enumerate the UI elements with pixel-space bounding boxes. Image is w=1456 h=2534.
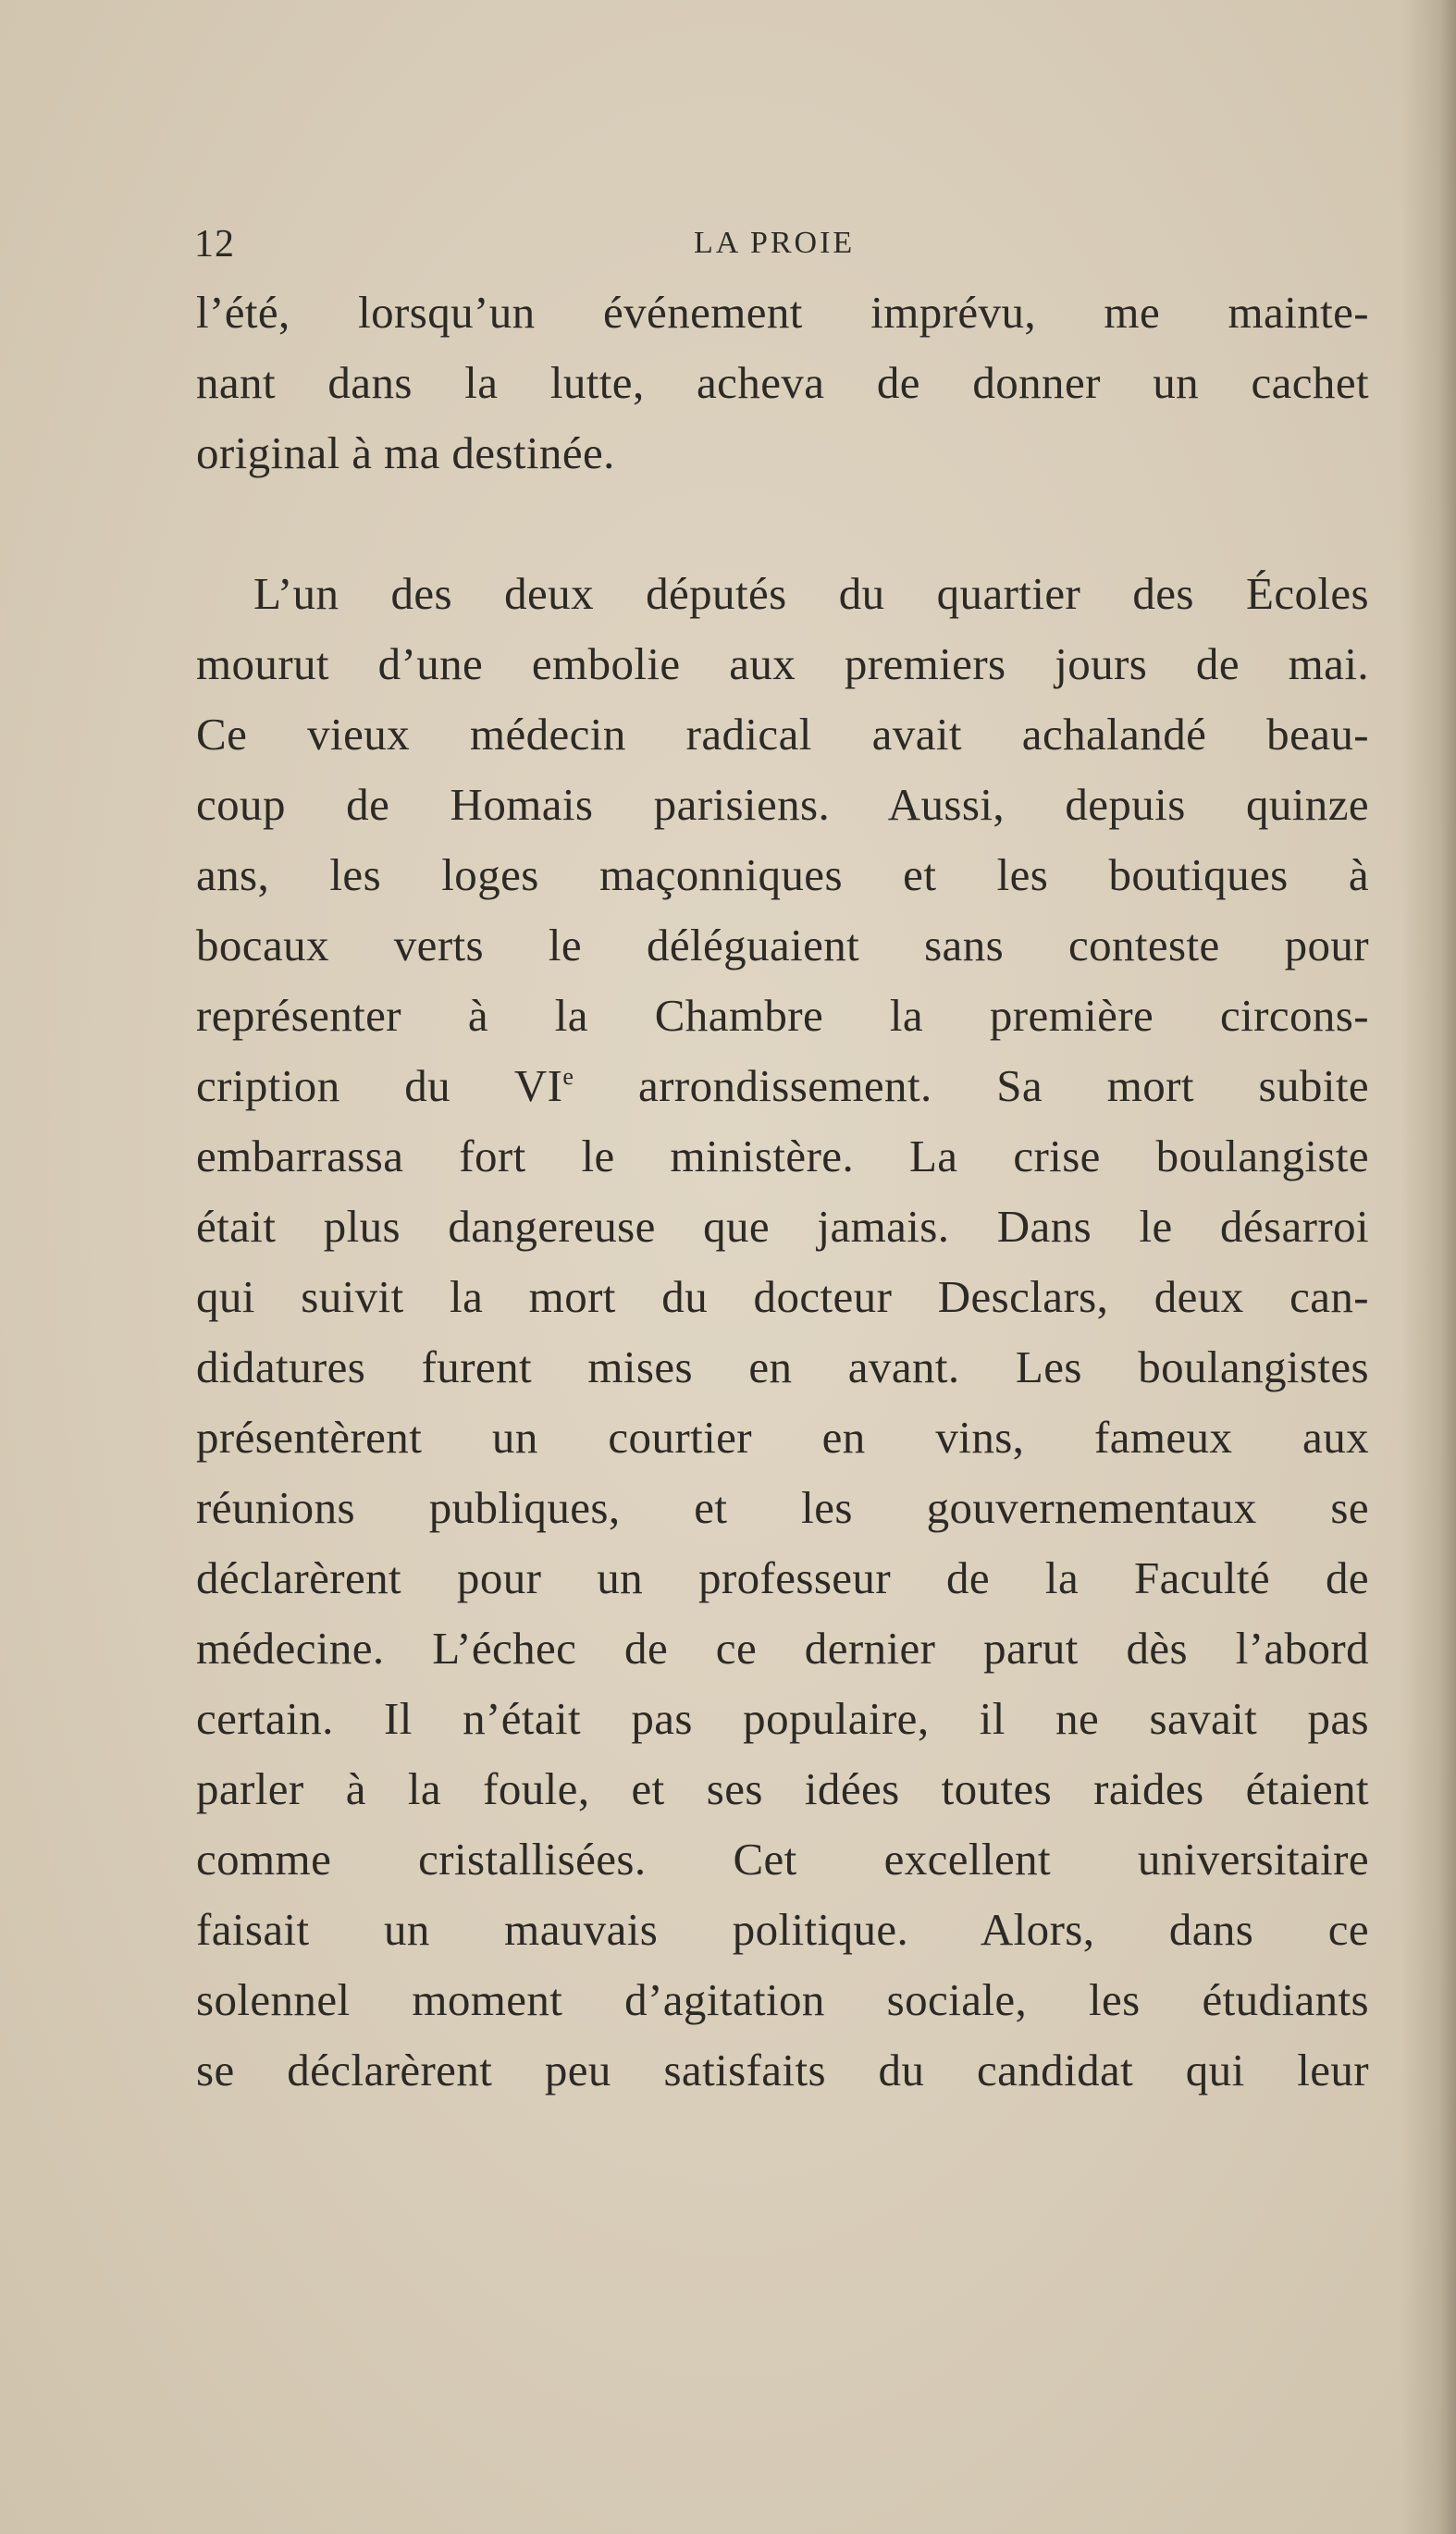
paragraph-gap xyxy=(196,488,1369,559)
text-line: Ce vieux médecin radical avait achalandé beau- xyxy=(196,709,1369,760)
text-line: déclarèrent pour un professeur de la Faculté de xyxy=(196,1552,1369,1603)
text-line: comme cristallisées. Cet excellent universitaire xyxy=(196,1834,1369,1885)
text-line: l’été, lorsqu’un événement imprévu, me mainte- xyxy=(196,287,1369,338)
text-fragment: arrondissement. Sa mort subite xyxy=(574,1060,1370,1111)
superscript: e xyxy=(562,1063,574,1090)
text-line: bocaux verts le déléguaient sans conteste pour xyxy=(196,920,1369,970)
text-line: était plus dangereuse que jamais. Dans le désarroi xyxy=(196,1201,1369,1252)
text-line: mourut d’une embolie aux premiers jours de mai. xyxy=(196,638,1369,689)
text-line: coup de Homais parisiens. Aussi, depuis quinze xyxy=(196,779,1369,830)
page-header xyxy=(194,222,1378,278)
text-line: embarrassa fort le ministère. La crise boulangiste xyxy=(196,1131,1369,1181)
text-line: didatures furent mises en avant. Les boulangistes xyxy=(196,1341,1369,1392)
page-number: 12 xyxy=(194,223,235,266)
text-line: présentèrent un courtier en vins, fameux aux xyxy=(196,1412,1369,1463)
text-line: ans, les loges maçonniques et les boutiques à xyxy=(196,849,1369,900)
text-line: solennel moment d’agitation sociale, les étudiants xyxy=(196,1974,1369,2025)
text-line: certain. Il n’était pas populaire, il ne savait pas xyxy=(196,1693,1369,1744)
text-line: qui suivit la mort du docteur Desclars, deux can- xyxy=(196,1271,1369,1322)
text-line xyxy=(196,1051,1369,1121)
text-line: nant dans la lutte, acheva de donner un cachet xyxy=(196,357,1369,408)
page-edge-shadow xyxy=(1400,0,1456,2534)
text-fragment: cription du VI xyxy=(196,1060,563,1111)
text-line: se déclarèrent peu satisfaits du candidat qui leur xyxy=(196,2045,1369,2095)
body-text xyxy=(196,278,1369,2106)
text-line: original à ma destinée. xyxy=(196,427,615,478)
text-line: faisait un mauvais politique. Alors, dans ce xyxy=(196,1904,1369,1955)
text-line: réunions publiques, et les gouvernementaux se xyxy=(196,1482,1369,1533)
text-line: L’un des deux députés du quartier des Écoles xyxy=(253,568,1369,619)
text-line: représenter à la Chambre la première circons- xyxy=(196,990,1369,1041)
text-line: médecine. L’échec de ce dernier parut dès l’abord xyxy=(196,1623,1369,1674)
running-title: LA PROIE xyxy=(694,226,856,260)
text-line: parler à la foule, et ses idées toutes raides étaient xyxy=(196,1763,1369,1814)
